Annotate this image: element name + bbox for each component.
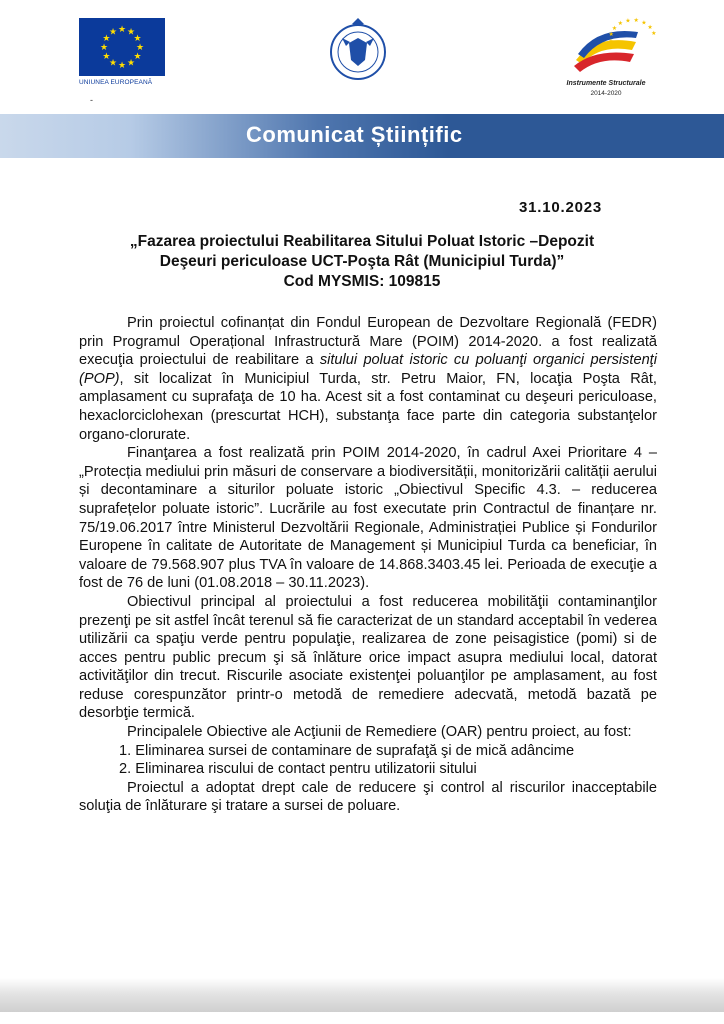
- eu-star-icon: ★: [117, 24, 127, 34]
- paragraph-1-part-b: , sit localizat în Municipiul Turda, str. Petru Maior, FN, locaţia Poşta Rât, amplasament cu suprafaţa de 10 ha. Acest sit a fost contaminat cu deşeuri periculoase, hexaclorciclohexan (prescurtat HCH), substanţa face parte din categoria substanţelor organo-clorurate.: [79, 370, 657, 443]
- is-star-icon: ★: [625, 18, 631, 25]
- government-seal-icon: [328, 16, 388, 82]
- paragraph-1: [79, 314, 657, 444]
- eu-star-icon: ★: [99, 42, 109, 52]
- structural-instruments-icon: [566, 14, 657, 78]
- banner-title: Comunicat Științific: [246, 122, 463, 147]
- eu-star-icon: ★: [135, 42, 145, 52]
- eu-star-icon: ★: [108, 57, 118, 68]
- is-star-icon: ★: [651, 30, 657, 37]
- is-star-icon: ★: [641, 20, 647, 27]
- eu-star-icon: ★: [117, 60, 127, 70]
- eu-caption: UNIUNEA EUROPEANĂ: [79, 79, 153, 86]
- is-star-icon: ★: [611, 25, 618, 32]
- is-star-icon: ★: [617, 21, 624, 28]
- paragraph-1-italic: sitului poluat istoric cu poluanţi organici persistenţi (POP): [79, 352, 657, 387]
- is-star-icon: ★: [633, 18, 639, 25]
- document-date: 31.10.2023: [519, 199, 603, 216]
- paragraph-3: Obiectivul principal al proiectului a fost reducerea mobilităţii contaminanţilor prezenţi pe sit astfel încât terenul să fie caracterizat de un standard acceptabil în vederea utilizării ca spaţiu verde pentru populaţie, realizarea de zone peisagistice (pomi) si de acces pentru public precum şi să înlăture orice impact asupra mediului local, datorat activităţilor din trecut. Riscurile asociate existenţei poluanţilor pe amplasament, au fost reduse corespunzător printr-o metodă de remediere adecvată, metodă bazată pe desorbţie termică.: [79, 593, 657, 722]
- paragraph-4: Principalele Obiective ale Acţiunii de Remediere (OAR) pentru proiect, au fost:: [127, 724, 632, 741]
- is-star-icon: ★: [608, 32, 614, 39]
- eu-star-icon: ★: [102, 51, 111, 61]
- logo-bar: [0, 14, 724, 104]
- eu-logo: [79, 18, 165, 105]
- paragraph-5: Proiectul a adoptat drept cale de reducere şi control al riscurilor inacceptabile soluţia de înlăturare şi tratare a sursei de poluare.: [79, 779, 657, 815]
- list-item-2: 2. Eliminarea riscului de contact pentru utilizatorii sitului: [119, 761, 477, 778]
- is-years: 2014-2020: [590, 90, 622, 97]
- document-body: [79, 314, 657, 816]
- heading-line-3: Cod MYSMIS: 109815: [283, 273, 441, 290]
- is-star-icon: ★: [608, 38, 614, 45]
- paragraph-2: Finanţarea a fost realizată prin POIM 2014-2020, în cadrul Axei Prioritare 4 – „Protecția mediului prin măsuri de conservare a biodiversității, monitorizării calității aerului și decontaminare a siturilor poluate istoric „Obiectivul Specific 4.3. – reducerea suprafețelor poluate istoric”. Lucrările au fost executate prin Contractul de finanțare nr. 75/19.06.2017 între Ministerul Dezvoltării Regionale, Administrației Publice și Fondurilor Europene în calitate de Autoritate de Management și Municipiul Turda ca beneficiar, în valoare de 79.568.907 plus TVA în valoare de 14.868.3403.45 lei. Perioada de execuţie a fost de 76 de luni (01.08.2018 – 30.11.2023).: [79, 445, 657, 592]
- eu-star-icon: ★: [133, 51, 142, 61]
- is-star-icon: ★: [647, 24, 653, 31]
- eu-star-icon: ★: [126, 26, 136, 37]
- eu-star-icon: ★: [102, 33, 111, 43]
- eu-star-icon: ★: [133, 33, 142, 43]
- eu-star-icon: ★: [126, 57, 136, 68]
- title-banner: [0, 114, 724, 158]
- eu-flag-icon: [79, 18, 165, 76]
- list-item-1: 1. Eliminarea sursei de contaminare de suprafaţă şi de mică adâncime: [119, 742, 575, 759]
- structural-instruments-logo: [566, 14, 657, 104]
- heading-line-2: Deşeuri periculoase UCT-Poşta Rât (Municipiul Turda)”: [159, 253, 565, 270]
- document-heading: [70, 232, 654, 292]
- eu-dash: -: [90, 95, 93, 105]
- footer-band: [0, 978, 724, 1012]
- eu-star-icon: ★: [108, 26, 118, 37]
- is-caption: Instrumente Structurale: [566, 80, 646, 87]
- heading-line-1: „Fazarea proiectului Reabilitarea Sitului Poluat Istoric –Depozit: [129, 233, 595, 250]
- paragraph-1-part-a: Prin proiectul cofinanțat din Fondul European de Dezvoltare Regională (FEDR) prin Programul Operațional Infrastructură Mare (POIM) 2014-2020. a fost realizată execuţia proiectului de reabilitare a: [79, 315, 657, 369]
